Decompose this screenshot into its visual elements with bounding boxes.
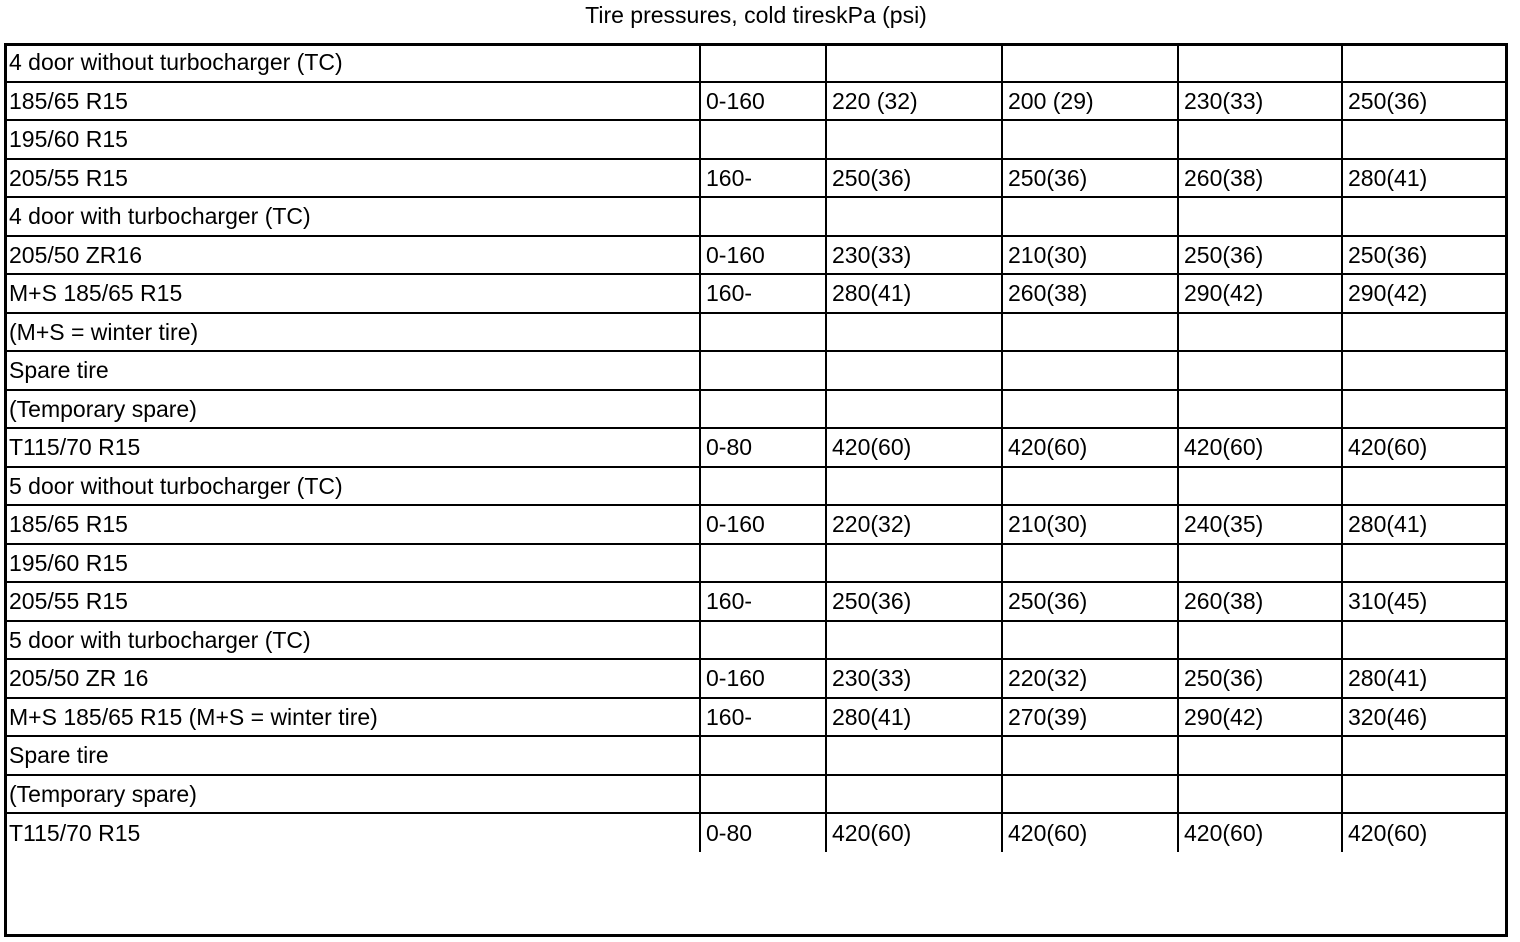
pressure-cell — [1002, 736, 1178, 775]
speed-range-cell: 0-160 — [700, 236, 826, 275]
speed-range-cell — [700, 313, 826, 352]
pressure-cell — [1342, 43, 1508, 82]
pressure-cell: 420(60) — [1178, 428, 1342, 467]
pressure-cell: 250(36) — [826, 159, 1002, 198]
pressure-cell — [826, 775, 1002, 814]
pressure-cell — [1178, 390, 1342, 429]
pressure-cell: 250(36) — [1342, 82, 1508, 121]
speed-range-cell: 0-160 — [700, 82, 826, 121]
pressure-cell: 210(30) — [1002, 236, 1178, 275]
table-row — [4, 236, 1508, 275]
speed-range-cell: 0-80 — [700, 428, 826, 467]
tire-size-cell: 5 door with turbocharger (TC) — [4, 621, 700, 660]
pressure-cell: 220(32) — [826, 505, 1002, 544]
tire-size-cell: 205/50 ZR 16 — [4, 659, 700, 698]
pressure-cell: 280(41) — [1342, 159, 1508, 198]
pressure-cell — [1342, 736, 1508, 775]
table-row — [4, 197, 1508, 236]
tire-size-cell: Spare tire — [4, 736, 700, 775]
table-row — [4, 428, 1508, 467]
table-row — [4, 775, 1508, 814]
pressure-cell — [826, 621, 1002, 660]
pressure-cell: 420(60) — [1002, 813, 1178, 852]
pressure-cell — [1178, 621, 1342, 660]
pressure-cell — [1178, 43, 1342, 82]
table-row — [4, 43, 1508, 82]
table-row — [4, 390, 1508, 429]
tire-size-cell: 195/60 R15 — [4, 544, 700, 583]
table-row — [4, 505, 1508, 544]
pressure-cell — [1002, 351, 1178, 390]
pressure-cell — [1002, 390, 1178, 429]
table-row — [4, 659, 1508, 698]
pressure-cell — [1002, 467, 1178, 506]
pressure-cell — [826, 736, 1002, 775]
speed-range-cell — [700, 544, 826, 583]
speed-range-cell: 160- — [700, 582, 826, 621]
table-row — [4, 351, 1508, 390]
pressure-cell: 280(41) — [1342, 659, 1508, 698]
speed-range-cell — [700, 775, 826, 814]
pressure-cell — [1342, 621, 1508, 660]
speed-range-cell: 0-160 — [700, 505, 826, 544]
pressure-cell: 290(42) — [1342, 274, 1508, 313]
pressure-cell: 200 (29) — [1002, 82, 1178, 121]
pressure-cell: 220(32) — [1002, 659, 1178, 698]
pressure-cell — [1178, 120, 1342, 159]
pressure-cell: 420(60) — [1342, 428, 1508, 467]
pressure-cell: 260(38) — [1178, 159, 1342, 198]
pressure-cell — [1002, 544, 1178, 583]
pressure-cell — [826, 544, 1002, 583]
pressure-cell — [1002, 120, 1178, 159]
pressure-cell — [826, 120, 1002, 159]
pressure-cell — [826, 351, 1002, 390]
pressure-cell — [1002, 197, 1178, 236]
pressure-cell: 250(36) — [1178, 659, 1342, 698]
tire-size-cell: T115/70 R15 — [4, 428, 700, 467]
pressure-cell: 260(38) — [1002, 274, 1178, 313]
pressure-cell — [826, 197, 1002, 236]
pressure-cell: 250(36) — [826, 582, 1002, 621]
pressure-cell: 420(60) — [1342, 813, 1508, 852]
pressure-cell: 230(33) — [1178, 82, 1342, 121]
pressure-cell: 290(42) — [1178, 274, 1342, 313]
table-row — [4, 621, 1508, 660]
pressure-cell — [1002, 621, 1178, 660]
pressure-cell: 420(60) — [826, 813, 1002, 852]
pressure-cell — [1342, 467, 1508, 506]
tire-size-cell: M+S 185/65 R15 — [4, 274, 700, 313]
pressure-cell — [1178, 197, 1342, 236]
pressure-cell — [1342, 351, 1508, 390]
tire-pressure-table-frame — [4, 43, 1508, 937]
pressure-cell: 250(36) — [1178, 236, 1342, 275]
tire-size-cell: 205/50 ZR16 — [4, 236, 700, 275]
tire-size-cell: 4 door with turbocharger (TC) — [4, 197, 700, 236]
pressure-cell: 240(35) — [1178, 505, 1342, 544]
pressure-cell: 420(60) — [1002, 428, 1178, 467]
tire-size-cell: 185/65 R15 — [4, 505, 700, 544]
pressure-cell: 250(36) — [1002, 582, 1178, 621]
pressure-cell — [1342, 775, 1508, 814]
pressure-cell — [826, 43, 1002, 82]
tire-size-cell: 205/55 R15 — [4, 159, 700, 198]
pressure-cell — [1178, 351, 1342, 390]
pressure-cell — [1178, 467, 1342, 506]
tire-pressure-table — [4, 43, 1508, 852]
pressure-cell: 420(60) — [1178, 813, 1342, 852]
tire-size-cell: (Temporary spare) — [4, 390, 700, 429]
tire-size-cell: 4 door without turbocharger (TC) — [4, 43, 700, 82]
pressure-cell: 280(41) — [826, 698, 1002, 737]
table-row — [4, 736, 1508, 775]
table-row — [4, 82, 1508, 121]
pressure-cell — [1342, 313, 1508, 352]
tire-size-cell: Spare tire — [4, 351, 700, 390]
pressure-cell — [1178, 313, 1342, 352]
tire-size-cell: T115/70 R15 — [4, 813, 700, 852]
pressure-cell: 230(33) — [826, 659, 1002, 698]
pressure-cell — [1002, 43, 1178, 82]
speed-range-cell: 160- — [700, 274, 826, 313]
speed-range-cell: 0-80 — [700, 813, 826, 852]
table-row — [4, 698, 1508, 737]
speed-range-cell: 0-160 — [700, 659, 826, 698]
tire-size-cell: (Temporary spare) — [4, 775, 700, 814]
speed-range-cell — [700, 351, 826, 390]
tire-size-cell: 185/65 R15 — [4, 82, 700, 121]
table-row — [4, 120, 1508, 159]
speed-range-cell: 160- — [700, 698, 826, 737]
pressure-cell: 250(36) — [1002, 159, 1178, 198]
table-row — [4, 467, 1508, 506]
tire-size-cell: M+S 185/65 R15 (M+S = winter tire) — [4, 698, 700, 737]
table-row — [4, 274, 1508, 313]
pressure-cell — [1342, 197, 1508, 236]
speed-range-cell — [700, 390, 826, 429]
table-row — [4, 813, 1508, 852]
pressure-cell — [1178, 544, 1342, 583]
pressure-cell: 210(30) — [1002, 505, 1178, 544]
pressure-cell — [1178, 775, 1342, 814]
pressure-cell — [826, 313, 1002, 352]
page-title: Tire pressures, cold tireskPa (psi) — [585, 2, 927, 28]
speed-range-cell — [700, 467, 826, 506]
pressure-cell: 260(38) — [1178, 582, 1342, 621]
pressure-cell — [826, 390, 1002, 429]
tire-size-cell: (M+S = winter tire) — [4, 313, 700, 352]
pressure-cell: 280(41) — [1342, 505, 1508, 544]
speed-range-cell — [700, 43, 826, 82]
table-row — [4, 544, 1508, 583]
pressure-cell — [1342, 544, 1508, 583]
table-body — [4, 43, 1508, 852]
pressure-cell: 270(39) — [1002, 698, 1178, 737]
pressure-cell — [826, 467, 1002, 506]
pressure-cell — [1342, 390, 1508, 429]
tire-size-cell: 195/60 R15 — [4, 120, 700, 159]
speed-range-cell — [700, 197, 826, 236]
tire-size-cell: 205/55 R15 — [4, 582, 700, 621]
speed-range-cell: 160- — [700, 159, 826, 198]
pressure-cell — [1342, 120, 1508, 159]
table-row — [4, 582, 1508, 621]
table-row — [4, 159, 1508, 198]
pressure-cell: 220 (32) — [826, 82, 1002, 121]
pressure-cell: 280(41) — [826, 274, 1002, 313]
pressure-cell: 420(60) — [826, 428, 1002, 467]
speed-range-cell — [700, 120, 826, 159]
tire-size-cell: 5 door without turbocharger (TC) — [4, 467, 700, 506]
pressure-cell: 290(42) — [1178, 698, 1342, 737]
pressure-cell — [1002, 775, 1178, 814]
pressure-cell: 230(33) — [826, 236, 1002, 275]
speed-range-cell — [700, 736, 826, 775]
speed-range-cell — [700, 621, 826, 660]
pressure-cell: 320(46) — [1342, 698, 1508, 737]
pressure-cell: 310(45) — [1342, 582, 1508, 621]
pressure-cell — [1002, 313, 1178, 352]
pressure-cell: 250(36) — [1342, 236, 1508, 275]
table-row — [4, 313, 1508, 352]
pressure-cell — [1178, 736, 1342, 775]
